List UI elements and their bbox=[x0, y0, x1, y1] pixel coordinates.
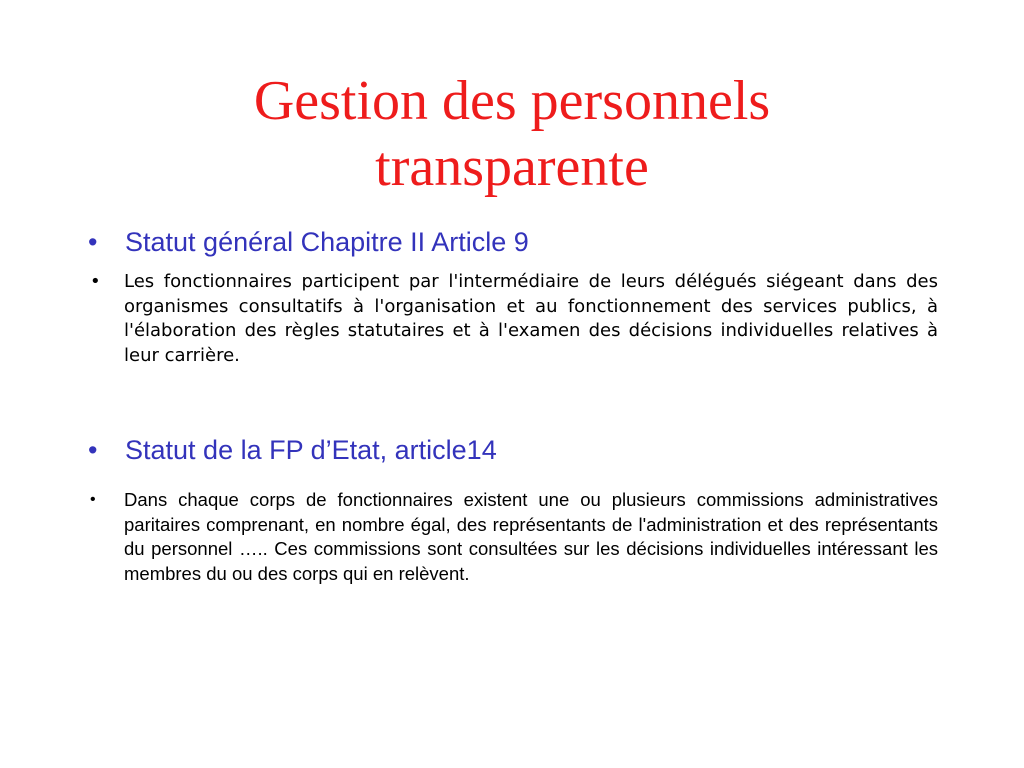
section-2-body bbox=[88, 488, 938, 586]
section-2-body-text: Dans chaque corps de fonctionnaires existent une ou plusieurs commissions administratives paritaires comprenant, en nombre égal, des représentants de l'administration et des représentants du personnel ….. Ces commissions sont consultées sur les décisions individuelles intéressant les membres du ou des corps qui en relèvent. bbox=[124, 489, 938, 584]
bullet: • bbox=[88, 227, 98, 257]
section-1-heading-text: Statut général Chapitre II Article 9 bbox=[125, 227, 529, 257]
slide-title-line-2: transparente bbox=[375, 136, 649, 198]
section-1-body-text: Les fonctionnaires participent par l'intermédiaire de leurs délégués siégeant dans des organismes consultatifs à l'organisation et au fonctionnement des services publics, à l'élaboration des règles statutaires et à l'examen des décisions individuelles relatives à leur carrière. bbox=[124, 271, 938, 366]
section-1-heading bbox=[88, 226, 938, 258]
bullet: • bbox=[90, 491, 96, 508]
slide-title bbox=[0, 68, 1024, 200]
slide-title-line-1: Gestion des personnels bbox=[253, 70, 771, 132]
bullet: • bbox=[90, 271, 101, 292]
section-2-heading-text: Statut de la FP d’Etat, article14 bbox=[125, 435, 497, 465]
section-2-heading bbox=[88, 434, 938, 466]
section-1-body bbox=[88, 270, 938, 368]
bullet: • bbox=[88, 435, 98, 465]
